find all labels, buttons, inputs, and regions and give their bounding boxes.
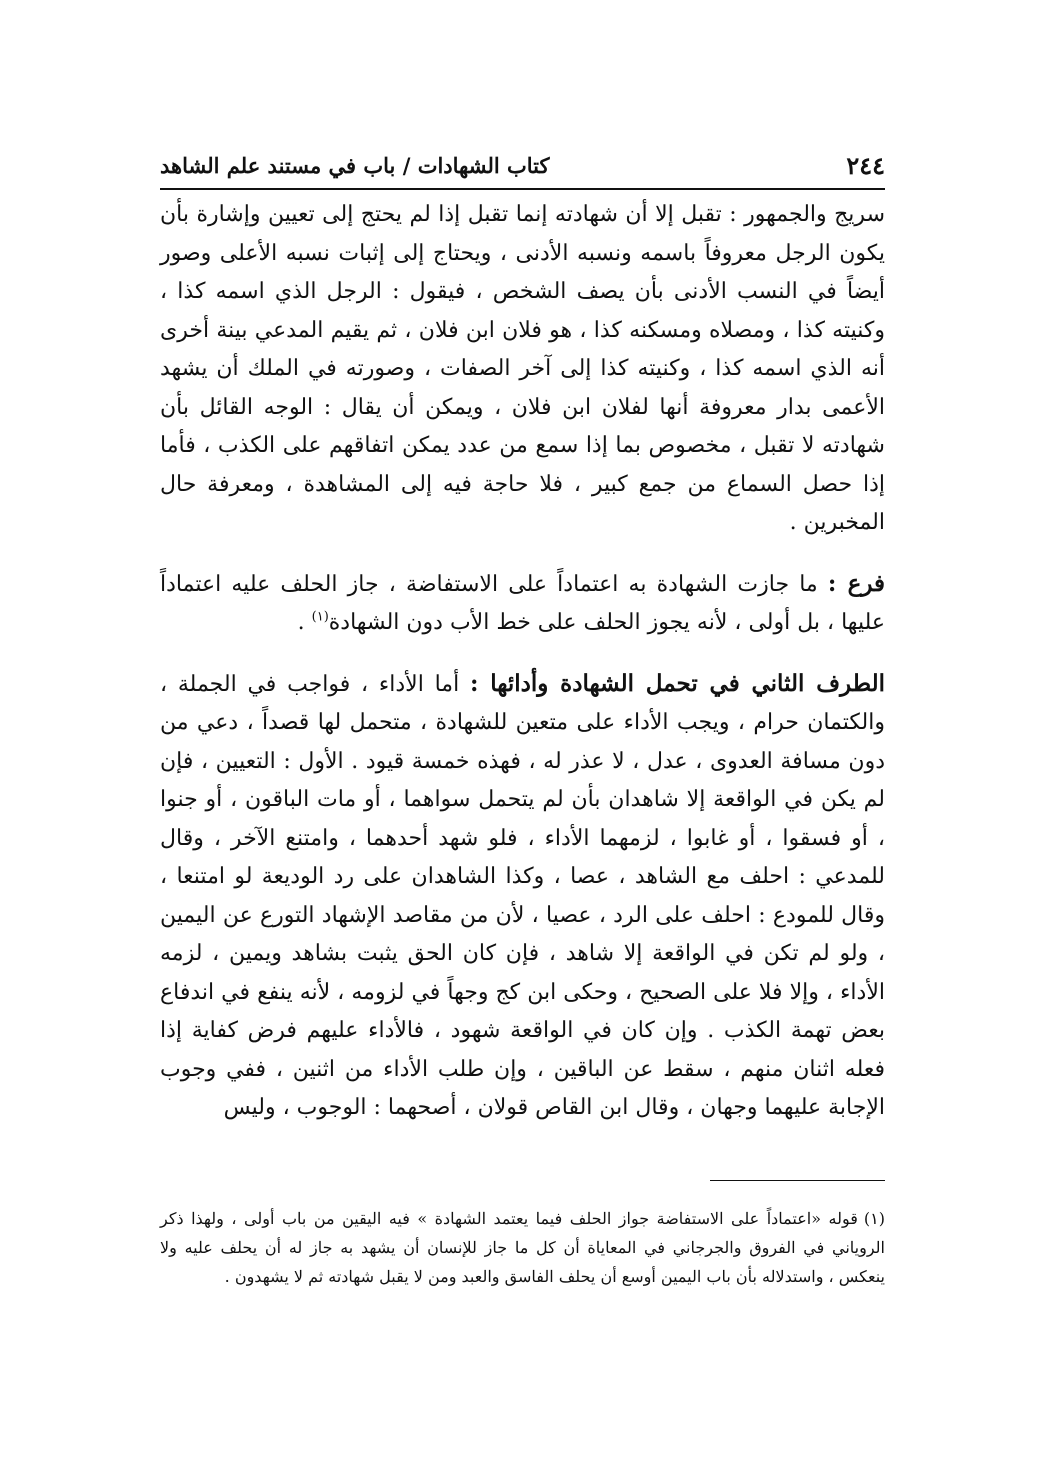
section-heading: الطرف الثاني في تحمل الشهادة وأدائها : xyxy=(469,669,885,697)
paragraph-2 xyxy=(160,565,885,643)
main-text xyxy=(160,196,885,1128)
paragraph-3-text: أما الأداء ، فواجب في الجملة ، والكتمان حرام ، ويجب الأداء على متعين للشهادة ، متحمل لها قصداً ، دعي من دون مسافة العدوى ، عدل ، لا عذر له ، فهذه خمسة قيود . الأول : التعيين ، فإن لم يكن في الواقعة إلا شاهدان بأن لم يتحمل سواهما ، أو مات الباقون ، أو جنوا ، أو فسقوا ، أو غابوا ، لزمهما الأداء ، فلو شهد أحدهما ، وامتنع الآخر ، وقال للمدعي : احلف مع الشاهد ، عصا ، وكذا الشاهدان على رد الوديعة لو امتنعا ، وقال للمودع : احلف على الرد ، عصيا ، لأن من مقاصد الإشهاد التورع عن اليمين ، ولو لم تكن في الواقعة إلا شاهد ، فإن كان الحق يثبت بشاهد ويمين ، لزمه الأداء ، وإلا فلا على الصحيح ، وحكى ابن كج وجهاً في لزومه ، لأنه ينفع في اندفاع بعض تهمة الكذب . وإن كان في الواقعة شهود ، فالأداء عليهم فرض كفاية إذا فعله اثنان منهم ، سقط عن الباقين ، وإن طلب الأداء من اثنين ، ففي وجوب الإجابة عليهما وجهان ، وقال ابن القاص قولان ، أصحهما : الوجوب ، وليس xyxy=(160,671,885,1120)
footnote-rule xyxy=(710,1180,885,1181)
footnote-item xyxy=(160,1204,885,1291)
header-rule xyxy=(160,188,885,190)
branch-heading: فرع : xyxy=(827,569,886,597)
footnote-text: قوله «اعتماداً على الاستفاضة جواز الحلف فيما يعتمد الشهادة » فيه اليقين من باب أولى ، ولهذا ذكر الروياني في الفروق والجرجاني في المعاياة أن كل ما جاز للإنسان أن يشهد به جاز له أن يحلف عليه ولا ينعكس ، واستدلاله بأن باب اليمين أوسع أن يحلف الفاسق والعبد ومن لا يقبل شهادته ثم لا يشهدون . xyxy=(160,1209,885,1286)
footnote-reference: (١) xyxy=(311,609,329,625)
running-title: كتاب الشهادات / باب في مستند علم الشاهد xyxy=(160,153,550,178)
page-number: ٢٤٤ xyxy=(846,151,885,180)
running-header xyxy=(160,148,885,184)
paragraph-2-text: ما جازت الشهادة به اعتماداً على الاستفاضة ، جاز الحلف عليه اعتماداً عليها ، بل أولى ، لأنه يجوز الحلف على خط الأب دون الشهادة xyxy=(160,571,885,635)
footnotes xyxy=(160,1204,885,1291)
paragraph-1: سريج والجمهور : تقبل إلا أن شهادته إنما تقبل إذا لم يحتج إلى تعيين وإشارة بأن يكون الرجل معروفاً باسمه ونسبه الأدنى ، ويحتاج إلى إثبات نسبه الأعلى وصور أيضاً في النسب الأدنى بأن يصف الشخص ، فيقول : الرجل الذي اسمه كذا ، وكنيته كذا ، ومصلاه ومسكنه كذا ، هو فلان ابن فلان ، ثم يقيم المدعي بينة أخرى أنه الذي اسمه كذا ، وكنيته كذا إلى آخر الصفات ، وصورته في الملك أن يشهد الأعمى بدار معروفة أنها لفلان ابن فلان ، ويمكن أن يقال : الوجه القائل بأن شهادته لا تقبل ، مخصوص بما إذا سمع من عدد يمكن اتفاقهم على الكذب ، فأما إذا حصل السماع من جمع كبير ، فلا حاجة فيه إلى المشاهدة ، ومعرفة حال المخبرين . xyxy=(160,202,885,535)
footnote-number: (١) xyxy=(863,1209,885,1228)
paragraph-3 xyxy=(160,665,885,1128)
paragraph-2-end: . xyxy=(297,610,312,635)
